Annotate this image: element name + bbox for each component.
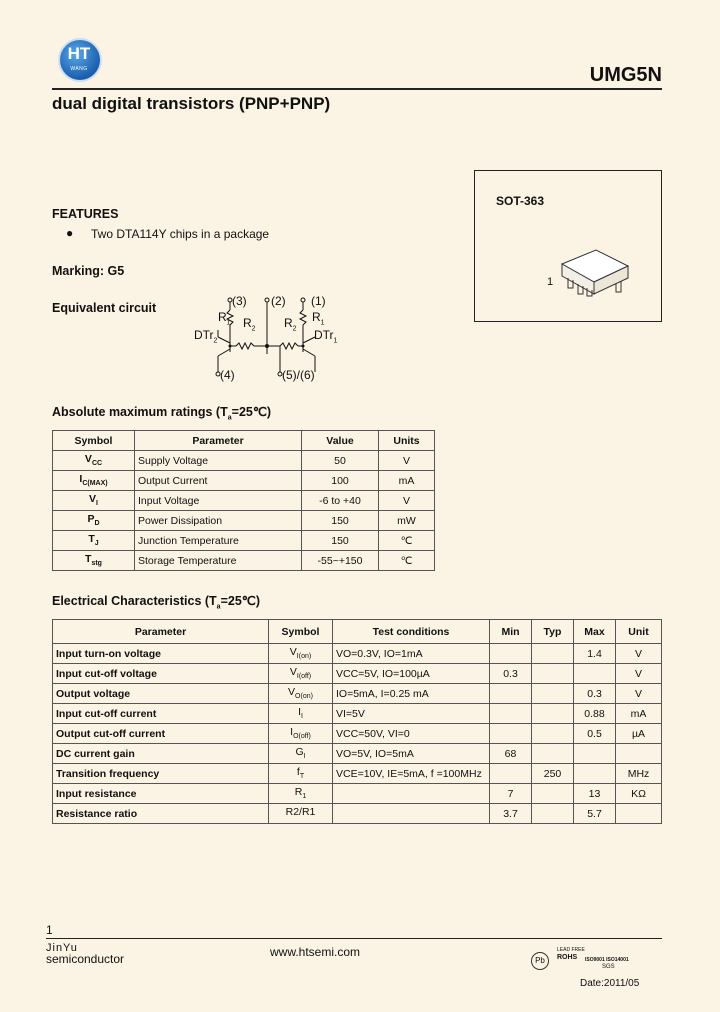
unit-cell: MHz <box>616 764 662 784</box>
max-cell: 1.4 <box>574 644 616 664</box>
symbol-main: I <box>79 473 83 486</box>
unit-cell: V <box>616 664 662 684</box>
parameter-cell: Input resistance <box>53 784 269 804</box>
table-row <box>53 784 662 804</box>
symbol-main: I <box>298 706 301 719</box>
symbol-main: V <box>289 646 297 659</box>
header-rule <box>52 88 662 90</box>
symbol-cell <box>269 684 333 704</box>
symbol-main: f <box>296 766 300 779</box>
table-row <box>53 684 662 704</box>
symbol-main: R2/R1 <box>285 806 316 819</box>
junction-dot <box>229 345 232 348</box>
package-name: SOT-363 <box>496 194 545 208</box>
unit-cell: KΩ <box>616 784 662 804</box>
features-heading: FEATURES <box>52 207 119 221</box>
junction-dot <box>265 344 269 348</box>
min-cell <box>490 684 532 704</box>
symbol-main: T <box>85 553 92 566</box>
symbol-cell <box>269 744 333 764</box>
r1-right-label: $R_1$ <box>312 310 325 327</box>
condition-cell: VO=5V, IO=5mA <box>333 744 490 764</box>
table-row <box>53 764 662 784</box>
value-cell: -55~+150 <box>302 551 379 571</box>
page-title: dual digital transistors (PNP+PNP) <box>52 94 331 113</box>
elec-heading: Electrical Characteristics $(T_a=25℃)$ <box>52 594 260 611</box>
page-number: 1 <box>46 923 53 937</box>
condition-cell: VCE=10V, IE=5mA, f =100MHz <box>333 764 490 784</box>
typ-cell <box>532 664 574 684</box>
value-cell: 150 <box>302 511 379 531</box>
r1-left-label: $R_1$ <box>218 310 231 327</box>
company-name: JinYu <box>46 942 78 954</box>
condition-cell <box>333 804 490 824</box>
max-cell: 0.88 <box>574 704 616 724</box>
unit-cell: V <box>379 491 435 511</box>
symbol-cell <box>53 531 135 551</box>
symbol-main: V <box>288 686 296 699</box>
table-row <box>53 744 662 764</box>
symbol-sub: 1 <box>302 793 307 801</box>
pin3-label: (3) <box>232 294 247 308</box>
symbol-sub: D <box>94 520 100 528</box>
company-type: semiconductor <box>46 952 125 966</box>
table-row <box>53 531 435 551</box>
min-cell <box>490 704 532 724</box>
table-row <box>53 644 662 664</box>
parameter-cell: Storage Temperature <box>135 551 302 571</box>
feature-item: Two DTA114Y chips in a package <box>91 227 270 241</box>
condition-cell: VO=0.3V, IO=1mA <box>333 644 490 664</box>
parameter-cell: Input cut-off voltage <box>53 664 269 684</box>
symbol-sub: T <box>299 773 305 781</box>
col-value: Value <box>302 431 379 451</box>
table-row <box>53 664 662 684</box>
col-units: Units <box>379 431 435 451</box>
value-cell: 100 <box>302 471 379 491</box>
typ-cell <box>532 644 574 664</box>
r2-left-label: $R_2$ <box>243 316 256 333</box>
col-parameter: Parameter <box>135 431 302 451</box>
table-row <box>53 511 435 531</box>
condition-cell <box>333 784 490 804</box>
typ-cell <box>532 704 574 724</box>
marking: Marking: G5 <box>52 264 125 278</box>
min-cell: 7 <box>490 784 532 804</box>
symbol-main: V <box>84 453 92 466</box>
unit-cell: mA <box>379 471 435 491</box>
unit-cell: mA <box>616 704 662 724</box>
max-cell: 13 <box>574 784 616 804</box>
symbol-cell <box>53 511 135 531</box>
electrical-table <box>52 619 662 824</box>
col-symbol: Symbol <box>269 620 333 644</box>
parameter-cell: DC current gain <box>53 744 269 764</box>
typ-cell <box>532 684 574 704</box>
value-cell: 50 <box>302 451 379 471</box>
cert-sgs: SGS <box>602 964 615 970</box>
symbol-sub: C(MAX) <box>82 480 108 488</box>
parameter-cell: Output Current <box>135 471 302 491</box>
symbol-sub: I <box>303 753 306 761</box>
table-row <box>53 451 435 471</box>
condition-cell: VI=5V <box>333 704 490 724</box>
unit-cell <box>616 744 662 764</box>
typ-cell: 250 <box>532 764 574 784</box>
max-cell: 0.3 <box>574 684 616 704</box>
unit-cell: mW <box>379 511 435 531</box>
logo-text: HT <box>67 44 91 63</box>
symbol-cell <box>269 644 333 664</box>
symbol-cell <box>269 664 333 684</box>
col-unit: Unit <box>616 620 662 644</box>
condition-cell: VCC=5V, IO=100µA <box>333 664 490 684</box>
unit-cell: ℃ <box>379 531 435 551</box>
table-row <box>53 491 435 511</box>
unit-cell: V <box>616 644 662 664</box>
min-cell <box>490 724 532 744</box>
unit-cell: ℃ <box>379 551 435 571</box>
cert-rohs: ROHS <box>557 954 578 961</box>
circuit-heading: Equivalent circuit <box>52 301 157 315</box>
symbol-main: V <box>289 666 297 679</box>
min-cell: 68 <box>490 744 532 764</box>
typ-cell <box>532 724 574 744</box>
cert-lead-free: LEAD FREE <box>557 947 585 953</box>
unit-cell: µA <box>616 724 662 744</box>
symbol-cell <box>53 491 135 511</box>
value-cell: 150 <box>302 531 379 551</box>
symbol-sub: I(on) <box>296 653 312 661</box>
col-min: Min <box>490 620 532 644</box>
parameter-cell: Junction Temperature <box>135 531 302 551</box>
pb-free-icon: Pb <box>531 952 549 970</box>
website-link[interactable]: www.htsemi.com <box>270 945 361 959</box>
symbol-cell <box>53 451 135 471</box>
pin1-label: (1) <box>311 294 326 308</box>
unit-cell: V <box>616 684 662 704</box>
parameter-cell: Supply Voltage <box>135 451 302 471</box>
symbol-sub: CC <box>91 460 103 468</box>
col-typ: Typ <box>532 620 574 644</box>
table-row <box>53 471 435 491</box>
symbol-cell <box>269 804 333 824</box>
min-cell <box>490 644 532 664</box>
footer-rule <box>46 938 662 939</box>
dtr1-label: DTr$_1$ <box>314 328 338 345</box>
col-symbol: Symbol <box>53 431 135 451</box>
symbol-sub: O(on) <box>295 693 313 701</box>
parameter-cell: Input turn-on voltage <box>53 644 269 664</box>
symbol-sub: I <box>96 500 98 508</box>
table-row <box>53 704 662 724</box>
condition-cell: IO=5mA, I=0.25 mA <box>333 684 490 704</box>
abs-max-table <box>52 430 435 571</box>
max-cell: 0.5 <box>574 724 616 744</box>
package-pin1: 1 <box>547 276 554 288</box>
max-cell <box>574 664 616 684</box>
max-cell <box>574 744 616 764</box>
value-cell: -6 to +40 <box>302 491 379 511</box>
package-drawing <box>556 244 636 300</box>
pin2-label: (2) <box>271 294 286 308</box>
symbol-sub: stg <box>91 560 102 568</box>
condition-cell: VCC=50V, VI=0 <box>333 724 490 744</box>
symbol-cell <box>269 704 333 724</box>
parameter-cell: Input Voltage <box>135 491 302 511</box>
dtr2-label: DTr$_2$ <box>194 328 218 345</box>
symbol-cell <box>53 471 135 491</box>
pin4-label: (4) <box>220 368 235 382</box>
parameter-cell: Power Dissipation <box>135 511 302 531</box>
symbol-cell <box>269 764 333 784</box>
table-row <box>53 724 662 744</box>
min-cell <box>490 764 532 784</box>
symbol-main: I <box>290 726 294 739</box>
cert-iso: ISO9001 ISO14001 <box>585 957 629 963</box>
col-parameter: Parameter <box>53 620 269 644</box>
parameter-cell: Transition frequency <box>53 764 269 784</box>
symbol-cell <box>269 784 333 804</box>
logo-subtext: WANG <box>70 66 88 72</box>
parameter-cell: Resistance ratio <box>53 804 269 824</box>
parameter-cell: Output voltage <box>53 684 269 704</box>
junction-dot <box>302 345 305 348</box>
symbol-main: R <box>294 786 303 799</box>
col-test-conditions: Test conditions <box>333 620 490 644</box>
min-cell: 0.3 <box>490 664 532 684</box>
symbol-sub: I <box>300 713 303 721</box>
r2-right-label: $R_2$ <box>284 316 297 333</box>
table-row <box>53 804 662 824</box>
symbol-cell <box>53 551 135 571</box>
max-cell: 5.7 <box>574 804 616 824</box>
parameter-cell: Input cut-off current <box>53 704 269 724</box>
date: Date:2011/05 <box>580 978 640 989</box>
col-max: Max <box>574 620 616 644</box>
parameter-cell: Output cut-off current <box>53 724 269 744</box>
unit-cell <box>616 804 662 824</box>
table-row <box>53 551 435 571</box>
symbol-main: T <box>88 533 95 546</box>
symbol-sub: J <box>94 540 99 548</box>
min-cell: 3.7 <box>490 804 532 824</box>
symbol-cell <box>269 724 333 744</box>
typ-cell <box>532 744 574 764</box>
symbol-main: P <box>87 513 95 526</box>
part-number: UMG5N <box>589 64 662 86</box>
symbol-main: V <box>89 493 97 506</box>
max-cell <box>574 764 616 784</box>
typ-cell <box>532 784 574 804</box>
bullet-icon: ● <box>66 226 74 240</box>
symbol-sub: O(off) <box>293 733 311 741</box>
abs-heading: Absolute maximum ratings $(T_a=25℃)$ <box>52 405 272 422</box>
unit-cell: V <box>379 451 435 471</box>
pin56-label: (5)/(6) <box>282 368 315 382</box>
symbol-sub: I(off) <box>296 673 312 681</box>
symbol-main: G <box>295 746 304 759</box>
typ-cell <box>532 804 574 824</box>
